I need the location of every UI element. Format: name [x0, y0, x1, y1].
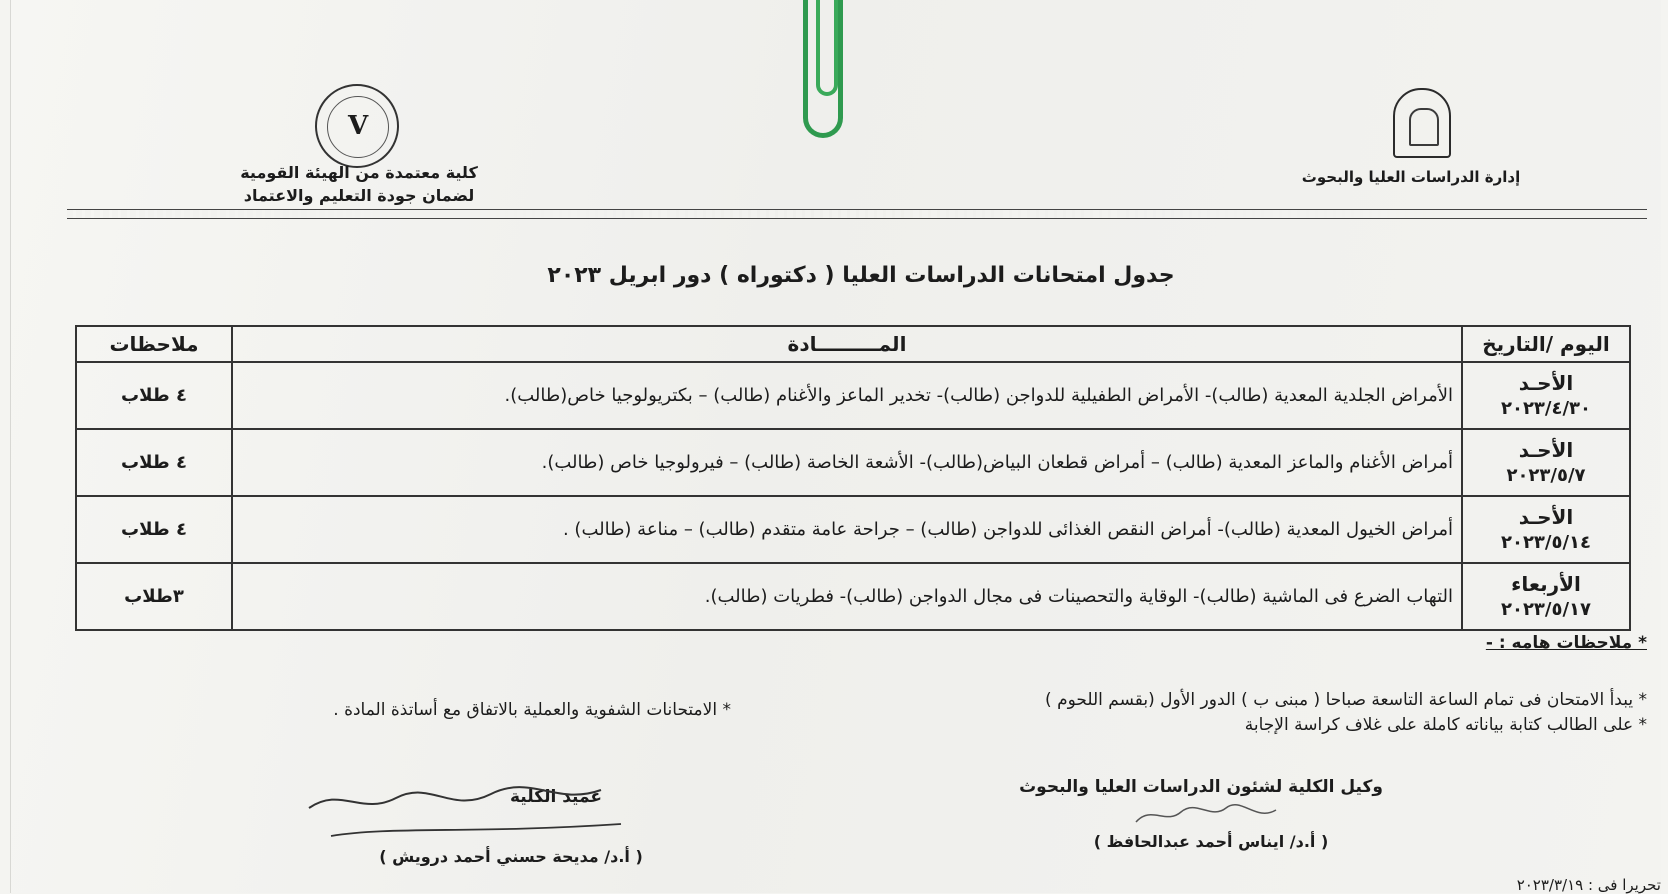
table-row — [76, 496, 1630, 563]
document-page — [10, 0, 1661, 893]
day-name: الأربعاء — [1511, 571, 1581, 596]
exam-schedule-table — [75, 325, 1631, 631]
day-date-cell — [1462, 563, 1630, 630]
exam-date: ٢٠٢٣/٥/١٤ — [1500, 531, 1592, 553]
table-row — [76, 362, 1630, 429]
day-date-cell — [1462, 362, 1630, 429]
note-oral-practical: * الامتحانات الشفوية والعملية بالاتفاق مع أساتذة المادة . — [333, 700, 731, 720]
day-name: الأحـد — [1518, 370, 1574, 395]
note-cell: ٤ طلاب — [76, 362, 232, 429]
exam-date: ٢٠٢٣/٤/٣٠ — [1500, 397, 1592, 419]
day-date-cell — [1462, 496, 1630, 563]
accreditation-line-2: لضمان جودة التعليم والاعتماد — [243, 186, 475, 205]
issue-date: تحريرا فى : ٢٠٢٣/٣/١٩ — [1516, 876, 1661, 894]
vice-dean-name: ( أ.د/ ايناس أحمد عبدالحافظ ) — [1093, 832, 1329, 851]
document-title: جدول امتحانات الدراسات العليا ( دكتوراه ) دور ابريل ٢٠٢٣ — [547, 263, 1175, 288]
dean-signature-icon — [301, 778, 631, 846]
day-date-cell — [1462, 429, 1630, 496]
dean-name: ( أ.د/ مديحة حسني أحمد درويش ) — [379, 847, 643, 866]
table-header-row — [76, 326, 1630, 362]
header-subject: المـــــــــادة — [232, 326, 1462, 362]
important-notes-title: * ملاحظات هامه : - — [1485, 633, 1647, 653]
subject-cell: الأمراض الجلدية المعدية (طالب)- الأمراض الطفيلية للدواجن (طالب)- تخدير الماعز والأغنام (طالب) – بكتريولوجيا خاص(طالب). — [232, 362, 1462, 429]
exam-date: ٢٠٢٣/٥/٧ — [1506, 464, 1586, 486]
subject-cell: أمراض الأغنام والماعز المعدية (طالب) – أمراض قطعان البياض(طالب)- الأشعة الخاصة (طالب) – فيرولوجيا خاص (طالب). — [232, 429, 1462, 496]
faculty-seal-icon — [315, 84, 399, 168]
department-caption: إدارة الدراسات العليا والبحوث — [1301, 168, 1521, 186]
header-notes: ملاحظات — [76, 326, 232, 362]
vice-dean-signature-icon — [1131, 800, 1281, 830]
university-emblem-icon — [1393, 88, 1451, 158]
day-name: الأحـد — [1518, 437, 1574, 462]
exam-date: ٢٠٢٣/٥/١٧ — [1500, 598, 1592, 620]
accreditation-line-1: كلية معتمدة من الهيئة القومية — [240, 163, 478, 182]
separator-line — [67, 209, 1647, 219]
note-cell: ٤ طلاب — [76, 429, 232, 496]
note-exam-time: * يبدأ الامتحان فى تمام الساعة التاسعة صباحا ( مبنى ب ) الدور الأول (بقسم اللحوم ) — [1045, 690, 1647, 710]
header-day-date: اليوم /التاريخ — [1462, 326, 1630, 362]
day-name: الأحـد — [1518, 504, 1574, 529]
table-row — [76, 563, 1630, 630]
note-cell: ٣طلاب — [76, 563, 232, 630]
note-student-data: * على الطالب كتابة بياناته كاملة على غلاف كراسة الإجابة — [1244, 715, 1647, 735]
note-cell: ٤ طلاب — [76, 496, 232, 563]
dean-title: عميد الكلية — [510, 787, 602, 807]
subject-cell: التهاب الضرع فى الماشية (طالب)- الوقاية والتحصينات فى مجال الدواجن (طالب)- فطريات (طالب). — [232, 563, 1462, 630]
paper-clip-icon — [803, 0, 843, 138]
subject-cell: أمراض الخيول المعدية (طالب)- أمراض النقص الغذائى للدواجن (طالب) – جراحة عامة متقدم (طالب) – مناعة (طالب) . — [232, 496, 1462, 563]
table-row — [76, 429, 1630, 496]
vice-dean-title: وكيل الكلية لشئون الدراسات العليا والبحوث — [1019, 777, 1383, 797]
